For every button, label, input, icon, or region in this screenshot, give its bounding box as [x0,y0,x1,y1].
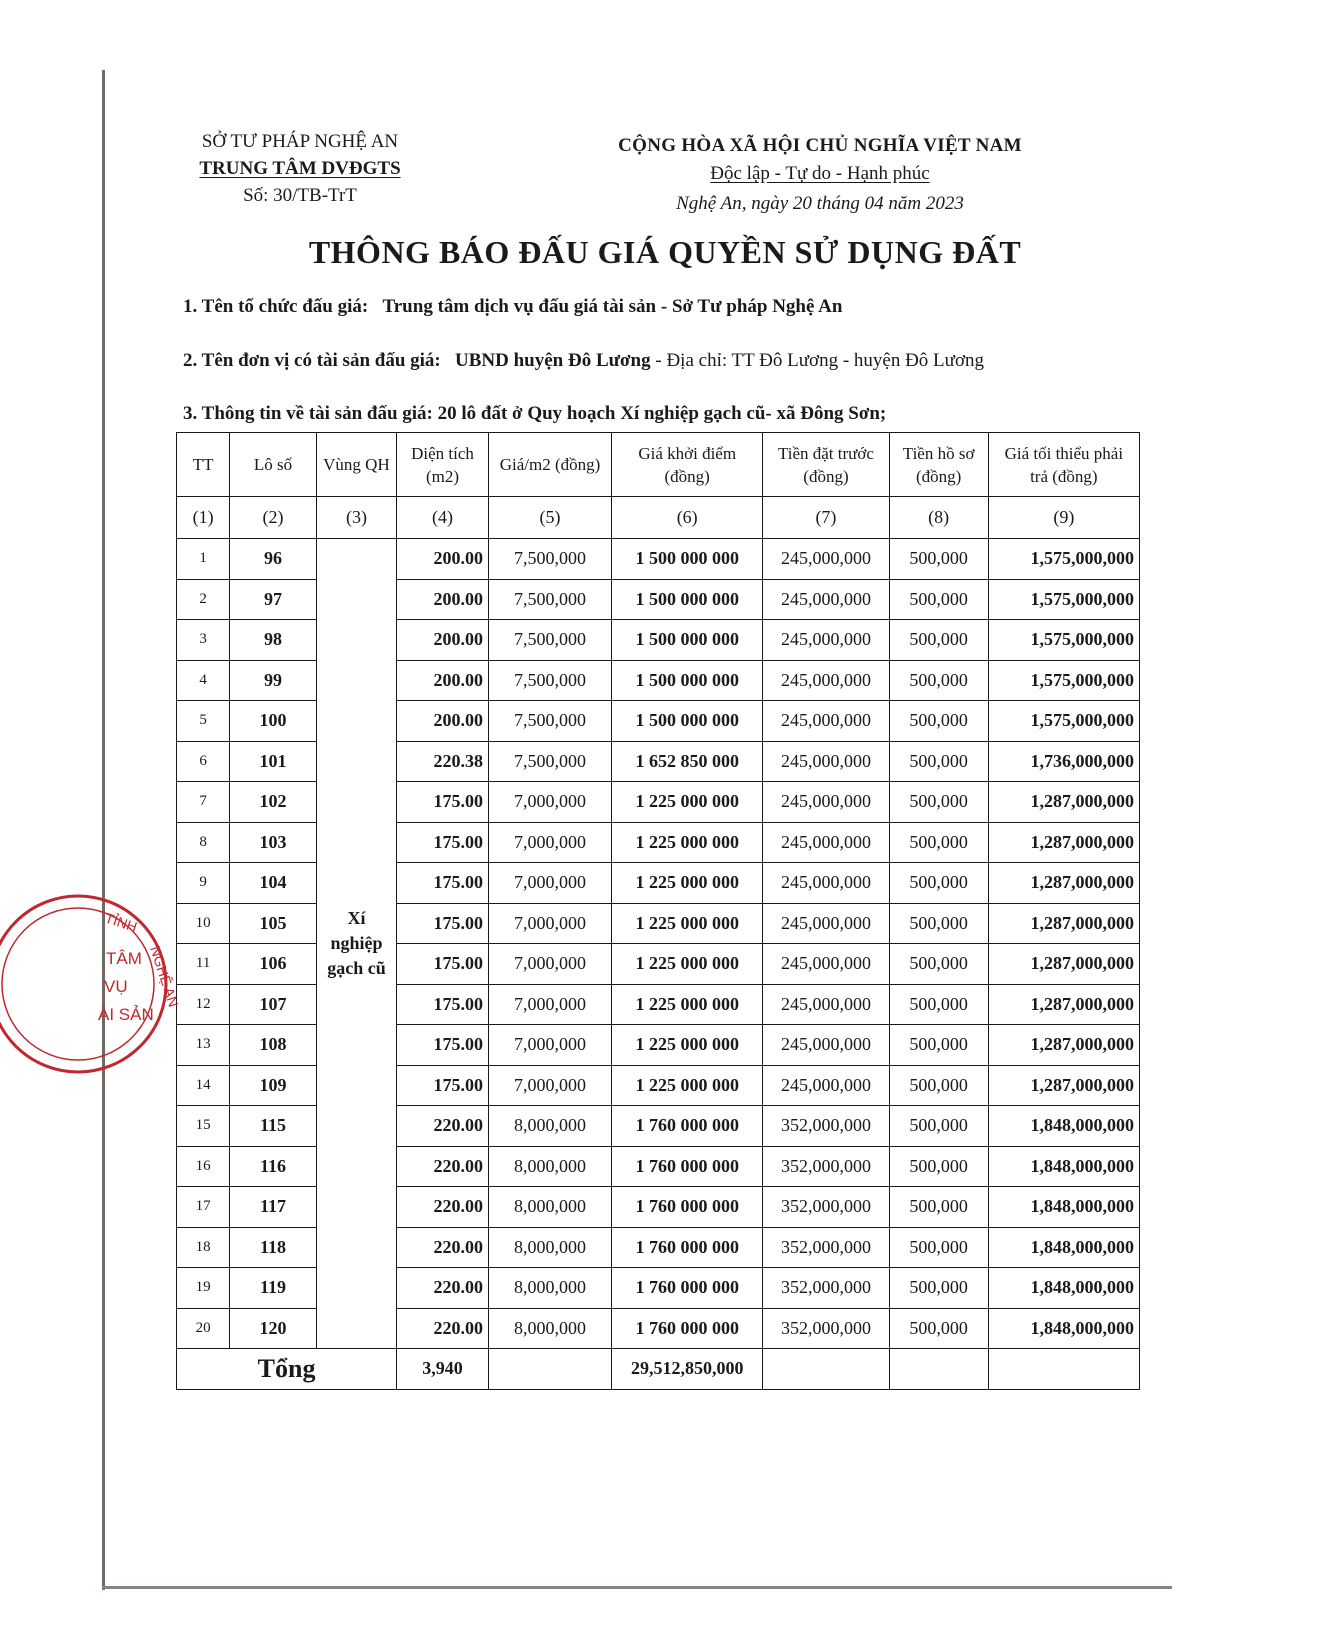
cell-min-price: 1,287,000,000 [988,1025,1139,1066]
cell-fee: 500,000 [889,944,988,985]
cell-lot: 102 [230,782,317,823]
cell-lot: 120 [230,1308,317,1349]
cell-fee: 500,000 [889,741,988,782]
col-header-start-price: Giá khởi điểm (đồng) [612,433,763,497]
cell-fee: 500,000 [889,903,988,944]
cell-fee: 500,000 [889,1106,988,1147]
cell-area: 175.00 [397,903,489,944]
center-name: TRUNG TÂM DVĐGTS [199,158,401,179]
info-organizer-value: Trung tâm dịch vụ đấu giá tài sản - Sở Tư pháp Nghệ An [382,296,843,317]
paper-edge-bottom [102,1586,1172,1589]
cell-tt: 3 [177,620,230,661]
cell-deposit: 352,000,000 [763,1146,889,1187]
cell-price: 7,000,000 [488,1025,611,1066]
cell-fee: 500,000 [889,1065,988,1106]
cell-start-price: 1 500 000 000 [612,539,763,580]
cell-area: 220.00 [397,1227,489,1268]
cell-start-price: 1 760 000 000 [612,1146,763,1187]
cell-area: 175.00 [397,984,489,1025]
seal-text: VỤ [104,977,128,996]
column-number-row [177,497,1140,539]
cell-start-price: 1 225 000 000 [612,903,763,944]
info-asset-label: 3. Thông tin về tài sản đấu giá: 20 lô đất ở Quy hoạch Xí nghiệp gạch cũ- xã Đông Sơn; [183,403,887,424]
cell-price: 7,500,000 [488,660,611,701]
cell-fee: 500,000 [889,782,988,823]
total-label: Tổng [177,1349,397,1390]
cell-area: 220.38 [397,741,489,782]
cell-fee: 500,000 [889,579,988,620]
cell-lot: 98 [230,620,317,661]
cell-start-price: 1 760 000 000 [612,1187,763,1228]
cell-lot: 96 [230,539,317,580]
cell-start-price: 1 760 000 000 [612,1106,763,1147]
cell-start-price: 1 652 850 000 [612,741,763,782]
seal-text: TỈNH [103,909,140,935]
cell-area: 175.00 [397,1065,489,1106]
cell-fee: 500,000 [889,1308,988,1349]
info-asset [183,403,886,425]
cell-area: 220.00 [397,1146,489,1187]
cell-price: 7,000,000 [488,1065,611,1106]
cell-deposit: 245,000,000 [763,1065,889,1106]
cell-deposit: 245,000,000 [763,903,889,944]
cell-price: 8,000,000 [488,1308,611,1349]
cell-fee: 500,000 [889,1268,988,1309]
cell-min-price: 1,575,000,000 [988,701,1139,742]
cell-area: 175.00 [397,1025,489,1066]
cell-fee: 500,000 [889,620,988,661]
col-header-deposit: Tiền đặt trước (đồng) [763,433,889,497]
cell-tt: 20 [177,1308,230,1349]
cell-start-price: 1 225 000 000 [612,822,763,863]
cell-start-price: 1 225 000 000 [612,863,763,904]
cell-area: 200.00 [397,701,489,742]
cell-area: 175.00 [397,822,489,863]
cell-min-price: 1,848,000,000 [988,1268,1139,1309]
cell-price: 7,000,000 [488,863,611,904]
cell-deposit: 245,000,000 [763,741,889,782]
cell-min-price: 1,287,000,000 [988,984,1139,1025]
cell-area: 220.00 [397,1268,489,1309]
col-header-price: Giá/m2 (đồng) [488,433,611,497]
col-header-lot: Lô số [230,433,317,497]
cell-min-price: 1,287,000,000 [988,903,1139,944]
cell-start-price: 1 500 000 000 [612,660,763,701]
info-organizer [183,296,842,318]
cell-min-price: 1,575,000,000 [988,660,1139,701]
cell-price: 7,500,000 [488,741,611,782]
cell-tt: 14 [177,1065,230,1106]
document-number: Số: 30/TB-TrT [243,185,357,206]
col-number: (3) [316,497,396,539]
cell-fee: 500,000 [889,1146,988,1187]
cell-min-price: 1,287,000,000 [988,1065,1139,1106]
cell-min-price: 1,736,000,000 [988,741,1139,782]
cell-tt: 5 [177,701,230,742]
cell-tt: 4 [177,660,230,701]
cell-deposit: 245,000,000 [763,579,889,620]
cell-price: 7,000,000 [488,984,611,1025]
table-row [177,539,1140,580]
national-motto: Độc lập - Tự do - Hạnh phúc [710,163,930,184]
cell-lot: 100 [230,701,317,742]
cell-min-price: 1,287,000,000 [988,863,1139,904]
cell-price: 8,000,000 [488,1268,611,1309]
total-empty-cell [763,1349,889,1390]
cell-tt: 12 [177,984,230,1025]
cell-price: 7,500,000 [488,701,611,742]
cell-start-price: 1 225 000 000 [612,1025,763,1066]
info-organizer-label: 1. Tên tổ chức đấu giá: [183,296,369,317]
total-area: 3,940 [397,1349,489,1390]
cell-area: 200.00 [397,660,489,701]
cell-lot: 104 [230,863,317,904]
cell-deposit: 245,000,000 [763,1025,889,1066]
cell-tt: 11 [177,944,230,985]
cell-min-price: 1,848,000,000 [988,1308,1139,1349]
cell-deposit: 245,000,000 [763,660,889,701]
cell-area: 220.00 [397,1187,489,1228]
cell-price: 8,000,000 [488,1146,611,1187]
seal-text: NGHỆ AN [147,943,182,1009]
cell-lot: 115 [230,1106,317,1147]
paper-edge [102,70,105,1590]
cell-tt: 10 [177,903,230,944]
total-empty-cell [889,1349,988,1390]
cell-tt: 18 [177,1227,230,1268]
cell-deposit: 245,000,000 [763,984,889,1025]
cell-lot: 116 [230,1146,317,1187]
issuer-header [150,128,450,209]
col-number: (8) [889,497,988,539]
table-body [177,539,1140,1390]
cell-min-price: 1,287,000,000 [988,782,1139,823]
cell-deposit: 245,000,000 [763,701,889,742]
cell-price: 7,500,000 [488,539,611,580]
cell-tt: 7 [177,782,230,823]
seal-outer-ring [0,896,166,1072]
cell-start-price: 1 760 000 000 [612,1308,763,1349]
cell-start-price: 1 500 000 000 [612,620,763,661]
cell-price: 7,000,000 [488,782,611,823]
cell-start-price: 1 760 000 000 [612,1268,763,1309]
cell-lot: 103 [230,822,317,863]
cell-deposit: 352,000,000 [763,1308,889,1349]
auction-lots-table [176,432,1140,1390]
cell-fee: 500,000 [889,1187,988,1228]
cell-tt: 17 [177,1187,230,1228]
cell-tt: 19 [177,1268,230,1309]
cell-lot: 119 [230,1268,317,1309]
total-row [177,1349,1140,1390]
cell-lot: 97 [230,579,317,620]
cell-tt: 8 [177,822,230,863]
cell-deposit: 352,000,000 [763,1268,889,1309]
cell-area: 175.00 [397,782,489,823]
seal-text: ÀI SẢN [98,1005,154,1024]
col-header-min-price: Giá tối thiểu phải trả (đồng) [988,433,1139,497]
cell-fee: 500,000 [889,822,988,863]
cell-price: 7,500,000 [488,620,611,661]
cell-price: 7,000,000 [488,944,611,985]
cell-lot: 118 [230,1227,317,1268]
cell-deposit: 245,000,000 [763,620,889,661]
cell-area: 220.00 [397,1308,489,1349]
cell-deposit: 245,000,000 [763,863,889,904]
cell-start-price: 1 225 000 000 [612,944,763,985]
cell-area: 200.00 [397,539,489,580]
header-row [177,433,1140,497]
cell-lot: 99 [230,660,317,701]
cell-tt: 1 [177,539,230,580]
col-number: (4) [397,497,489,539]
cell-zone: Xí nghiệp gạch cũ [316,539,396,1349]
cell-min-price: 1,848,000,000 [988,1146,1139,1187]
cell-deposit: 352,000,000 [763,1227,889,1268]
col-number: (2) [230,497,317,539]
info-owner-label: 2. Tên đơn vị có tài sản đấu giá: [183,350,441,371]
cell-min-price: 1,287,000,000 [988,944,1139,985]
seal-text: TÂM [106,949,142,968]
col-number: (1) [177,497,230,539]
cell-tt: 9 [177,863,230,904]
cell-lot: 101 [230,741,317,782]
nation-name: CỘNG HÒA XÃ HỘI CHỦ NGHĨA VIỆT NAM [618,135,1022,156]
cell-min-price: 1,848,000,000 [988,1227,1139,1268]
agency-name: SỞ TƯ PHÁP NGHỆ AN [201,131,399,152]
info-owner-value: UBND huyện Đô Lương [455,350,651,371]
cell-deposit: 352,000,000 [763,1187,889,1228]
cell-tt: 13 [177,1025,230,1066]
cell-price: 7,000,000 [488,822,611,863]
cell-min-price: 1,575,000,000 [988,539,1139,580]
document-title: THÔNG BÁO ĐẤU GIÁ QUYỀN SỬ DỤNG ĐẤT [308,234,1022,270]
cell-min-price: 1,287,000,000 [988,822,1139,863]
cell-start-price: 1 225 000 000 [612,1065,763,1106]
cell-area: 200.00 [397,620,489,661]
total-start-price: 29,512,850,000 [612,1349,763,1390]
official-seal-stamp [58,892,182,1076]
col-number: (6) [612,497,763,539]
cell-lot: 108 [230,1025,317,1066]
col-header-area: Diện tích (m2) [397,433,489,497]
place-date: Nghệ An, ngày 20 tháng 04 năm 2023 [676,193,964,214]
cell-min-price: 1,848,000,000 [988,1106,1139,1147]
cell-start-price: 1 225 000 000 [612,984,763,1025]
col-number: (7) [763,497,889,539]
cell-fee: 500,000 [889,660,988,701]
cell-price: 7,500,000 [488,579,611,620]
cell-tt: 16 [177,1146,230,1187]
cell-deposit: 245,000,000 [763,539,889,580]
info-owner [183,350,984,372]
cell-lot: 107 [230,984,317,1025]
cell-tt: 2 [177,579,230,620]
cell-start-price: 1 760 000 000 [612,1227,763,1268]
cell-deposit: 352,000,000 [763,1106,889,1147]
total-empty-cell [988,1349,1139,1390]
col-header-fee: Tiền hồ sơ (đồng) [889,433,988,497]
cell-deposit: 245,000,000 [763,822,889,863]
cell-price: 8,000,000 [488,1187,611,1228]
cell-area: 200.00 [397,579,489,620]
cell-start-price: 1 500 000 000 [612,701,763,742]
cell-lot: 106 [230,944,317,985]
cell-price: 7,000,000 [488,903,611,944]
cell-start-price: 1 500 000 000 [612,579,763,620]
col-header-zone: Vùng QH [316,433,396,497]
cell-area: 220.00 [397,1106,489,1147]
cell-price: 8,000,000 [488,1227,611,1268]
cell-fee: 500,000 [889,863,988,904]
cell-area: 175.00 [397,944,489,985]
national-header [540,132,1100,218]
cell-fee: 500,000 [889,539,988,580]
cell-deposit: 245,000,000 [763,782,889,823]
cell-lot: 109 [230,1065,317,1106]
cell-tt: 6 [177,741,230,782]
cell-fee: 500,000 [889,1025,988,1066]
col-header-tt: TT [177,433,230,497]
cell-fee: 500,000 [889,1227,988,1268]
cell-area: 175.00 [397,863,489,904]
cell-lot: 117 [230,1187,317,1228]
col-number: (9) [988,497,1139,539]
cell-start-price: 1 225 000 000 [612,782,763,823]
cell-fee: 500,000 [889,701,988,742]
cell-tt: 15 [177,1106,230,1147]
cell-deposit: 245,000,000 [763,944,889,985]
total-empty-cell [488,1349,611,1390]
cell-min-price: 1,575,000,000 [988,579,1139,620]
info-owner-address: - Địa chỉ: TT Đô Lương - huyện Đô Lương [655,350,985,371]
col-number: (5) [488,497,611,539]
cell-fee: 500,000 [889,984,988,1025]
cell-min-price: 1,848,000,000 [988,1187,1139,1228]
cell-min-price: 1,575,000,000 [988,620,1139,661]
cell-lot: 105 [230,903,317,944]
cell-price: 8,000,000 [488,1106,611,1147]
